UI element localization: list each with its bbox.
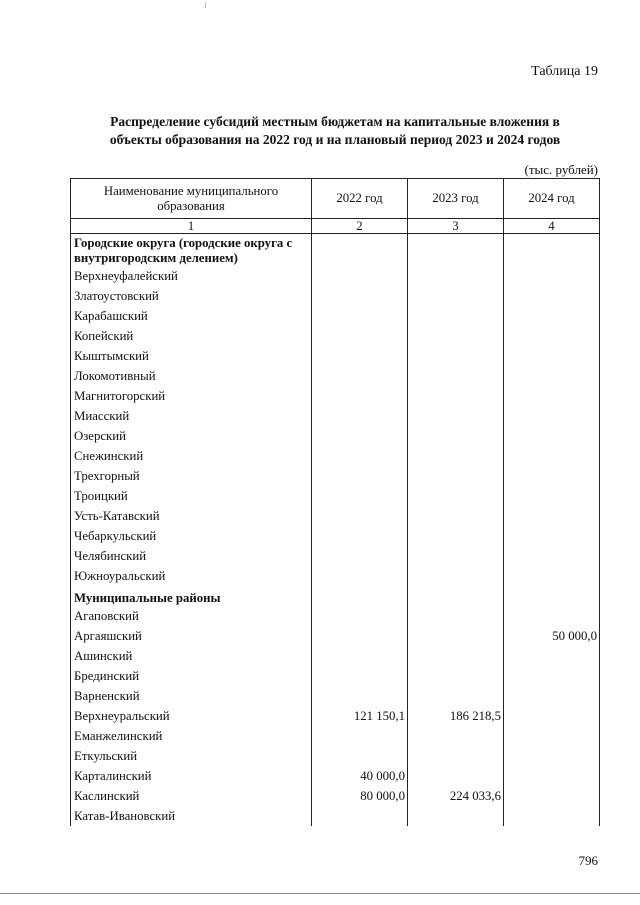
municipality-name: Еманжелинский [71,726,312,746]
table-row [71,306,600,326]
value-2023 [408,726,504,746]
table-row [71,446,600,466]
table-row [71,326,600,346]
value-2024 [504,234,600,267]
value-2023 [408,486,504,506]
value-2022 [312,466,408,486]
header-2023: 2023 год [408,179,504,219]
value-2024 [504,386,600,406]
municipality-name: Карабашский [71,306,312,326]
municipality-name: Челябинский [71,546,312,566]
municipality-name: Ашинский [71,646,312,666]
column-number: 1 [71,219,312,234]
table-title [70,113,600,149]
table-row [71,286,600,306]
municipality-name: Городские округа (городские округа с внутригородским делением) [71,234,312,267]
value-2023 [408,286,504,306]
value-2024 [504,706,600,726]
value-2022 [312,326,408,346]
value-2022 [312,626,408,646]
municipality-name: Снежинский [71,446,312,466]
page-number: 796 [578,853,598,868]
value-2023 [408,806,504,826]
table-row [71,546,600,566]
column-number-row [71,219,600,234]
value-2022 [312,666,408,686]
value-2022: 80 000,0 [312,786,408,806]
table-row [71,646,600,666]
value-2024 [504,766,600,786]
value-2023 [408,646,504,666]
value-2024 [504,506,600,526]
value-2022 [312,366,408,386]
value-2024 [504,806,600,826]
table-row [71,386,600,406]
value-2022 [312,286,408,306]
value-2023 [408,626,504,646]
header-2022: 2022 год [312,179,408,219]
municipality-name: Агаповский [71,606,312,626]
table-row [71,566,600,586]
scan-mark [205,2,206,8]
table-row [71,506,600,526]
value-2023 [408,326,504,346]
municipality-name: Аргаяшский [71,626,312,646]
value-2022 [312,586,408,606]
table-row [71,426,600,446]
municipality-name: Еткульский [71,746,312,766]
value-2024 [504,746,600,766]
value-2022 [312,426,408,446]
value-2022 [312,546,408,566]
header-name: Наименование муниципального образования [71,179,312,219]
value-2022 [312,386,408,406]
value-2024 [504,326,600,346]
municipality-name: Варненский [71,686,312,706]
value-2023 [408,606,504,626]
municipality-name: Троицкий [71,486,312,506]
table-row [71,606,600,626]
table-row [71,486,600,506]
value-2023 [408,406,504,426]
value-2023 [408,686,504,706]
table-row [71,726,600,746]
value-2024 [504,486,600,506]
municipality-name: Южноуральский [71,566,312,586]
municipality-name: Катав-Ивановский [71,806,312,826]
value-2024 [504,286,600,306]
municipality-name: Муниципальные районы [71,586,312,606]
value-2024 [504,546,600,566]
value-2022 [312,406,408,426]
value-2022 [312,806,408,826]
value-2022 [312,606,408,626]
table-header [71,179,600,219]
municipality-name: Трехгорный [71,466,312,486]
table-row [71,766,600,786]
value-2022: 121 150,1 [312,706,408,726]
table-row [71,786,600,806]
value-2022 [312,234,408,267]
column-number: 3 [408,219,504,234]
value-2023 [408,466,504,486]
value-2024 [504,366,600,386]
value-2022 [312,266,408,286]
table-number: Таблица 19 [531,64,598,79]
value-2023: 224 033,6 [408,786,504,806]
value-2024 [504,306,600,326]
municipality-name: Магнитогорский [71,386,312,406]
value-2023 [408,506,504,526]
value-2023 [408,234,504,267]
municipality-name: Озерский [71,426,312,446]
value-2022 [312,306,408,326]
value-2022 [312,346,408,366]
table-body [71,234,600,827]
value-2024 [504,646,600,666]
value-2023 [408,306,504,326]
column-number: 2 [312,219,408,234]
municipality-name: Златоустовский [71,286,312,306]
municipality-name: Копейский [71,326,312,346]
bottom-rule [0,893,640,894]
table-row [71,686,600,706]
subsidy-table [70,178,600,826]
table-row [71,706,600,726]
value-2024 [504,266,600,286]
value-2023 [408,386,504,406]
value-2022 [312,646,408,666]
value-2024 [504,346,600,366]
municipality-name: Кыштымский [71,346,312,366]
value-2024 [504,446,600,466]
units-label: (тыс. рублей) [524,162,598,177]
municipality-name: Карталинский [71,766,312,786]
value-2023 [408,366,504,386]
value-2023 [408,446,504,466]
value-2024: 50 000,0 [504,626,600,646]
municipality-name: Миасский [71,406,312,426]
value-2024 [504,726,600,746]
municipality-name: Чебаркульский [71,526,312,546]
value-2024 [504,786,600,806]
value-2024 [504,526,600,546]
value-2023 [408,586,504,606]
table-row [71,466,600,486]
value-2022 [312,446,408,466]
table-row [71,266,600,286]
table-row [71,806,600,826]
municipality-name: Каслинский [71,786,312,806]
table-row [71,626,600,646]
table-row [71,346,600,366]
group-header-row [71,586,600,606]
header-2024: 2024 год [504,179,600,219]
value-2023: 186 218,5 [408,706,504,726]
value-2022 [312,506,408,526]
value-2023 [408,566,504,586]
column-number: 4 [504,219,600,234]
value-2023 [408,426,504,446]
municipality-name: Верхнеуфалейский [71,266,312,286]
municipality-name: Верхнеуральский [71,706,312,726]
group-header-row [71,234,600,267]
table-row [71,666,600,686]
value-2023 [408,346,504,366]
value-2024 [504,566,600,586]
value-2022 [312,686,408,706]
value-2024 [504,586,600,606]
municipality-name: Усть-Катавский [71,506,312,526]
value-2023 [408,266,504,286]
table-row [71,406,600,426]
table-row [71,746,600,766]
value-2023 [408,546,504,566]
value-2024 [504,426,600,446]
value-2022 [312,746,408,766]
municipality-name: Брединский [71,666,312,686]
value-2022 [312,526,408,546]
value-2024 [504,406,600,426]
value-2024 [504,666,600,686]
municipality-name: Локомотивный [71,366,312,386]
value-2022 [312,486,408,506]
title-line-2: объекты образования на 2022 год и на плановый период 2023 и 2024 годов [109,132,561,147]
value-2023 [408,746,504,766]
table-row [71,526,600,546]
value-2022 [312,726,408,746]
value-2023 [408,766,504,786]
title-line-1: Распределение субсидий местным бюджетам на капитальные вложения в [110,114,560,129]
value-2023 [408,526,504,546]
table-row [71,366,600,386]
value-2024 [504,466,600,486]
value-2023 [408,666,504,686]
value-2022: 40 000,0 [312,766,408,786]
value-2024 [504,686,600,706]
value-2024 [504,606,600,626]
value-2022 [312,566,408,586]
